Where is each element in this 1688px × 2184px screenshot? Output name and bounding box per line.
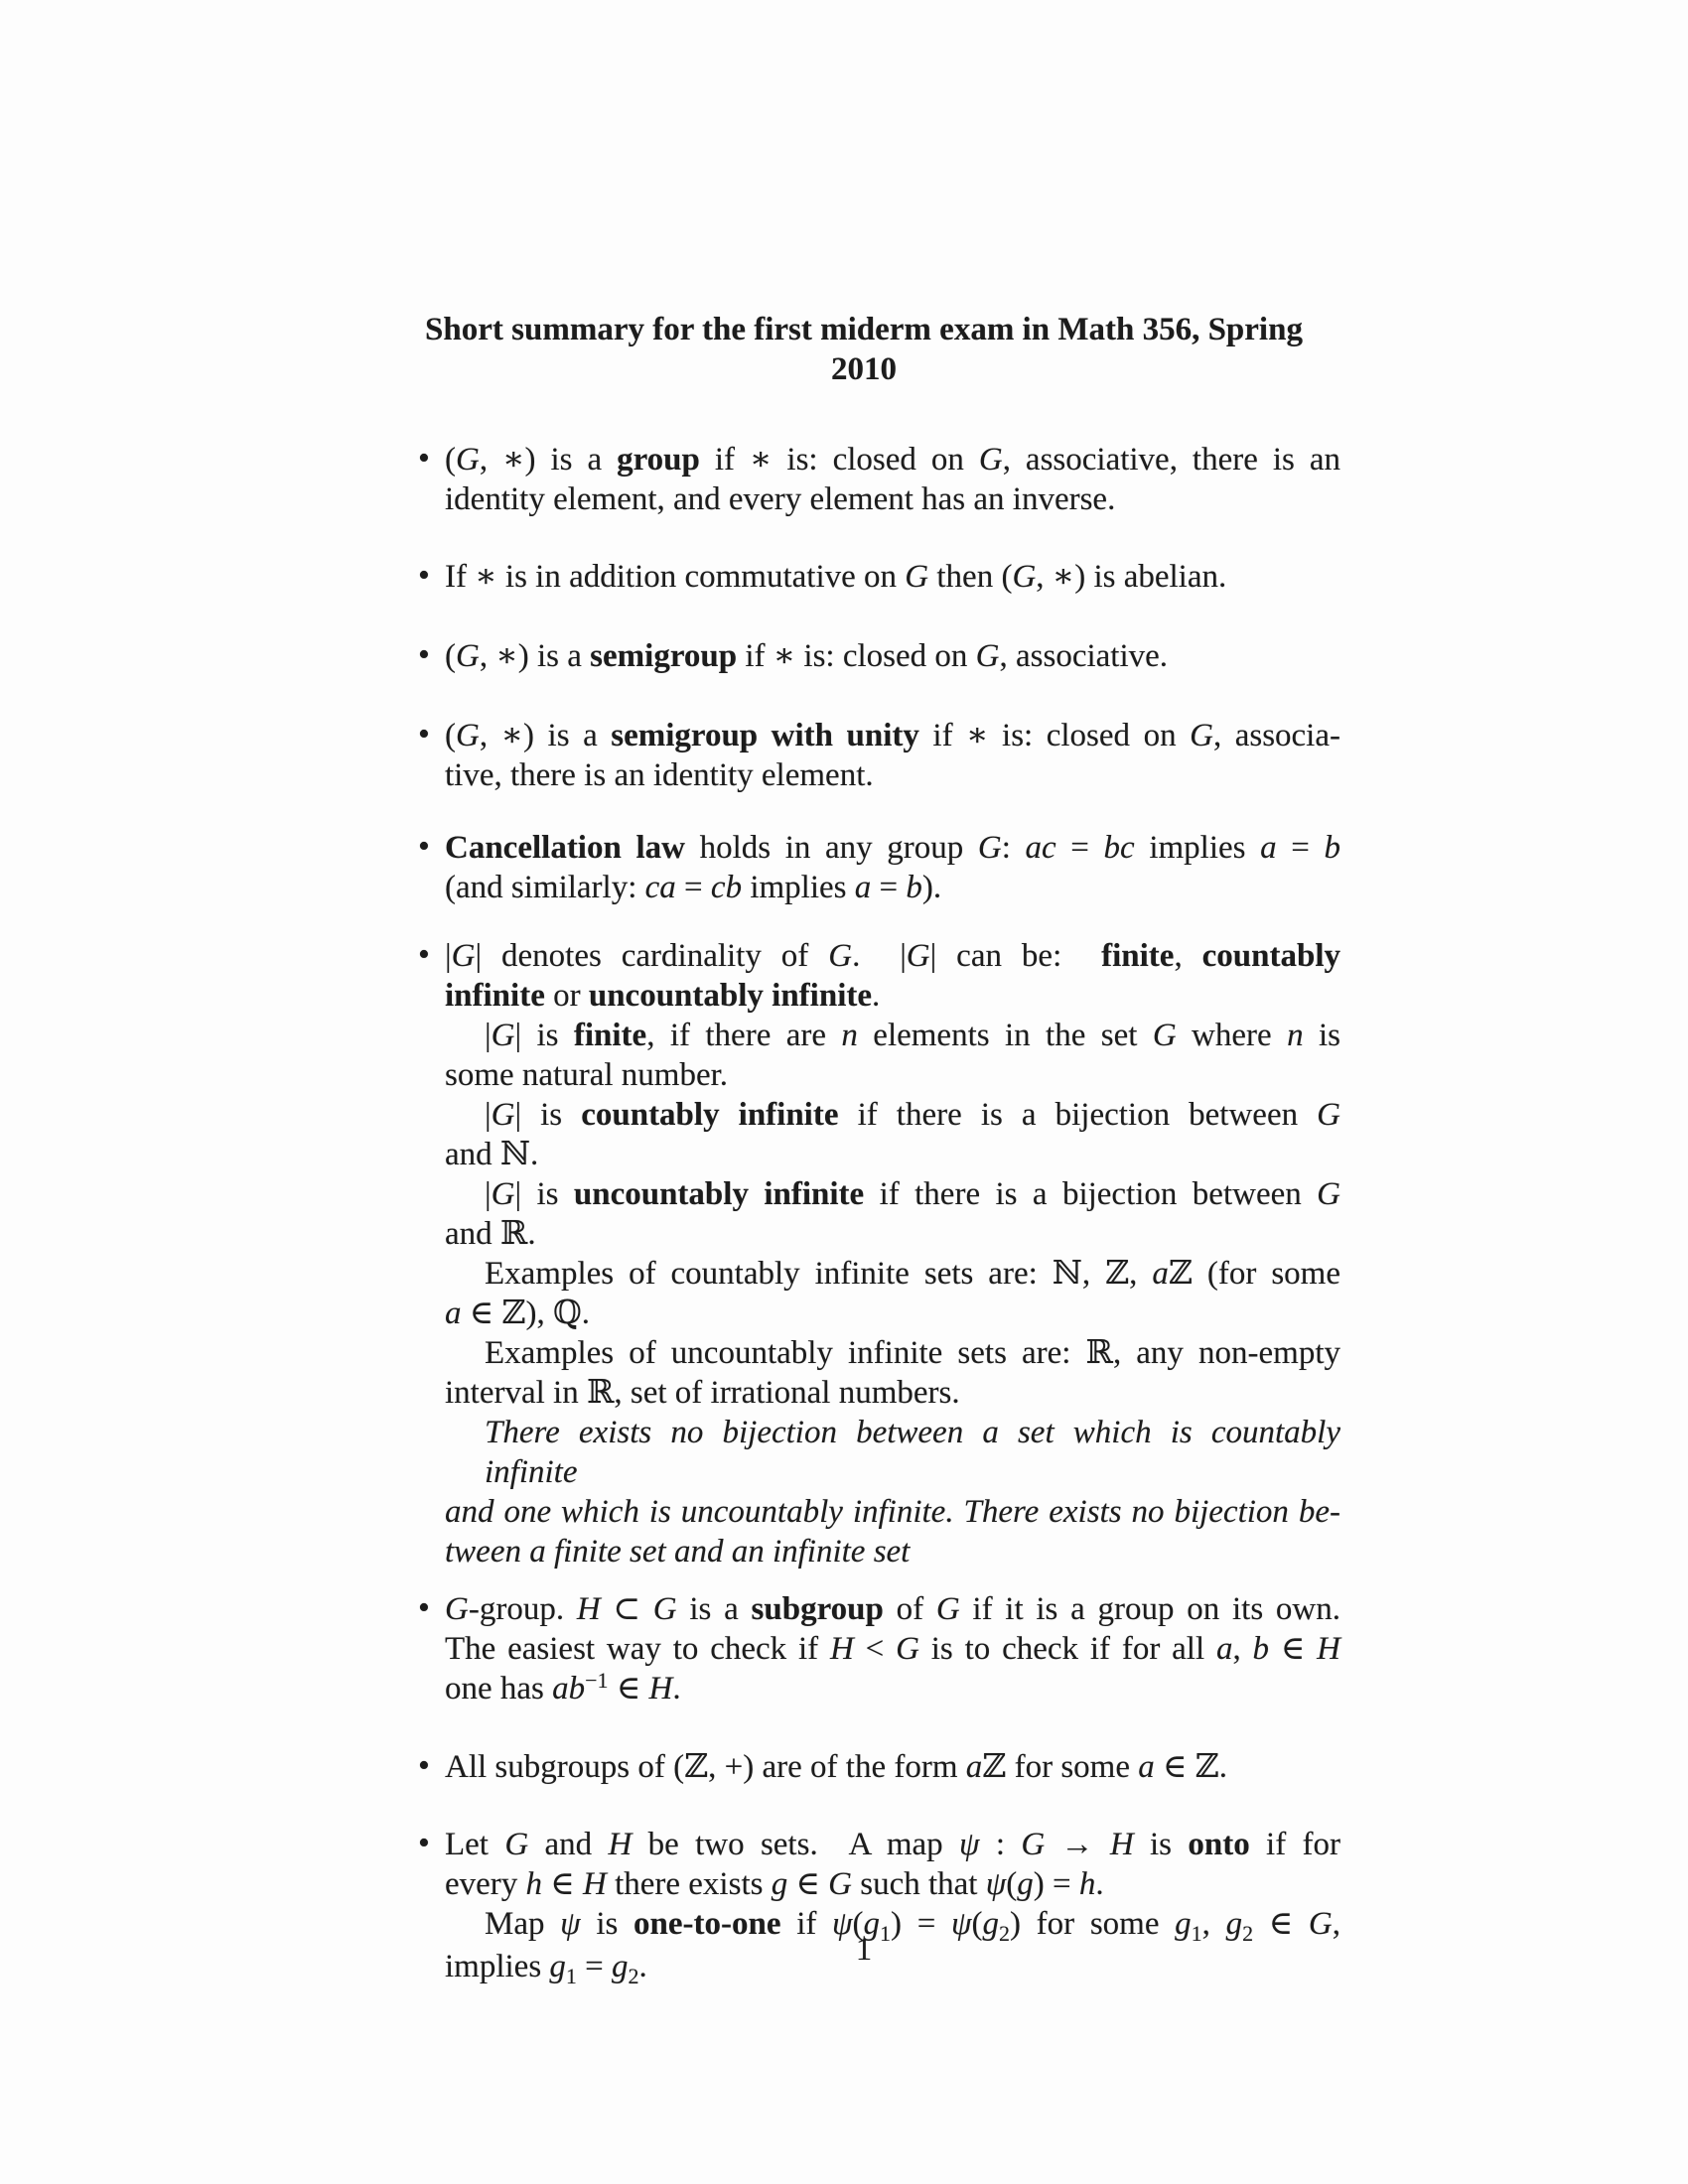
text-line: interval in ℝ, set of irrational numbers. xyxy=(445,1375,960,1411)
text-line: a ∈ ℤ), ℚ. xyxy=(445,1296,591,1331)
text-line: (G, ∗) is a semigroup if ∗ is: closed on G, associative. xyxy=(445,638,1169,674)
text-line: tive, there is an identity element. xyxy=(445,757,874,793)
bullet-icon: • xyxy=(418,557,430,594)
bullet-icon: • xyxy=(418,828,430,865)
text-line: If ∗ is in addition commutative on G then (G, ∗) is abelian. xyxy=(445,559,1227,595)
item-text xyxy=(445,936,1340,1571)
bullet-icon: • xyxy=(418,936,430,973)
text-line: and ℝ. xyxy=(445,1216,536,1252)
text-line: (G, ∗) is a group if ∗ is: closed on G, associative, there is an xyxy=(445,442,1341,478)
bullet-item-abelian xyxy=(418,557,1340,597)
text-line: G-group. H ⊂ G is a subgroup of G if it is a group on its own. xyxy=(445,1591,1340,1627)
bullet-item-subgroups-of-integers xyxy=(418,1747,1340,1787)
bullet-item-semigroup xyxy=(418,636,1340,676)
text-line: Examples of countably infinite sets are: ℕ, ℤ, aℤ (for some xyxy=(485,1256,1340,1292)
text-line: Examples of uncountably infinite sets are: ℝ, any non-empty xyxy=(485,1335,1340,1371)
bullet-list xyxy=(387,440,1340,1989)
bullet-icon: • xyxy=(418,636,430,673)
item-text xyxy=(445,636,1340,676)
text-line: Cancellation law holds in any group G: ac = bc implies a = b xyxy=(445,830,1340,866)
bullet-icon: • xyxy=(418,1589,430,1626)
title-line-1: Short summary for the first miderm exam in Math 356, Spring xyxy=(425,312,1303,347)
text-line: Let G and H be two sets. A map ψ : G → H is onto if for xyxy=(445,1827,1340,1862)
text-line: tween a finite set and an infinite set xyxy=(445,1534,911,1570)
item-text xyxy=(445,716,1340,795)
text-line: |G| is uncountably infinite if there is a bijection between G xyxy=(485,1176,1340,1212)
bullet-item-cardinality xyxy=(418,936,1341,1571)
item-text xyxy=(445,557,1340,597)
bullet-item-group-definition xyxy=(418,440,1341,519)
document-content xyxy=(387,310,1340,1989)
text-line: (and similarly: ca = cb implies a = b). xyxy=(445,870,942,905)
text-line: (G, ∗) is a semigroup with unity if ∗ is: closed on G, associa- xyxy=(445,718,1340,753)
bullet-icon: • xyxy=(418,1825,430,1861)
item-text xyxy=(445,828,1340,907)
text-line: |G| is countably infinite if there is a bijection between G xyxy=(485,1097,1341,1133)
title-line-2: 2010 xyxy=(831,351,897,387)
bullet-icon: • xyxy=(418,440,430,477)
text-line: and ℕ. xyxy=(445,1137,539,1172)
text-line: |G| denotes cardinality of G. |G| can be: finite, countably xyxy=(445,938,1340,974)
item-text xyxy=(445,1589,1340,1711)
page-number: 1 xyxy=(855,1932,873,1968)
bullet-item-semigroup-with-unity xyxy=(418,716,1340,795)
text-line: The easiest way to check if H < G is to check if for all a, b ∈ H xyxy=(445,1631,1340,1667)
text-line: one has $ab^{-1}$ ∈ H. xyxy=(445,1668,681,1706)
text-line: and one which is uncountably infinite. There exists no bijection be- xyxy=(445,1494,1340,1530)
text-line: There exists no bijection between a set which is countably infinite xyxy=(485,1415,1340,1490)
text-line: some natural number. xyxy=(445,1057,729,1093)
bullet-item-subgroup xyxy=(418,1589,1340,1711)
text-line: every h ∈ H there exists g ∈ G such that ψ(g) = h. xyxy=(445,1866,1104,1902)
bullet-icon: • xyxy=(418,716,430,752)
text-line: |G| is finite, if there are n elements in the set G where n is xyxy=(485,1018,1340,1053)
bullet-icon: • xyxy=(418,1747,430,1784)
item-text xyxy=(445,440,1340,519)
text-line: All subgroups of (ℤ, +) are of the form aℤ for some a ∈ ℤ. xyxy=(445,1749,1228,1785)
text-line: Map ψ is one-to-one if $\psi(g_1) = \psi(g_2)$ for some $g_1$, $g_2$ ∈ G, xyxy=(485,1906,1340,1946)
item-text xyxy=(445,1747,1340,1787)
text-line: implies $g_1 = g_2$. xyxy=(445,1949,647,1988)
text-line: infinite or uncountably infinite. xyxy=(445,978,881,1014)
text-line: identity element, and every element has an inverse. xyxy=(445,481,1116,517)
bullet-item-cancellation-law xyxy=(418,828,1340,907)
document-title xyxy=(387,310,1340,389)
